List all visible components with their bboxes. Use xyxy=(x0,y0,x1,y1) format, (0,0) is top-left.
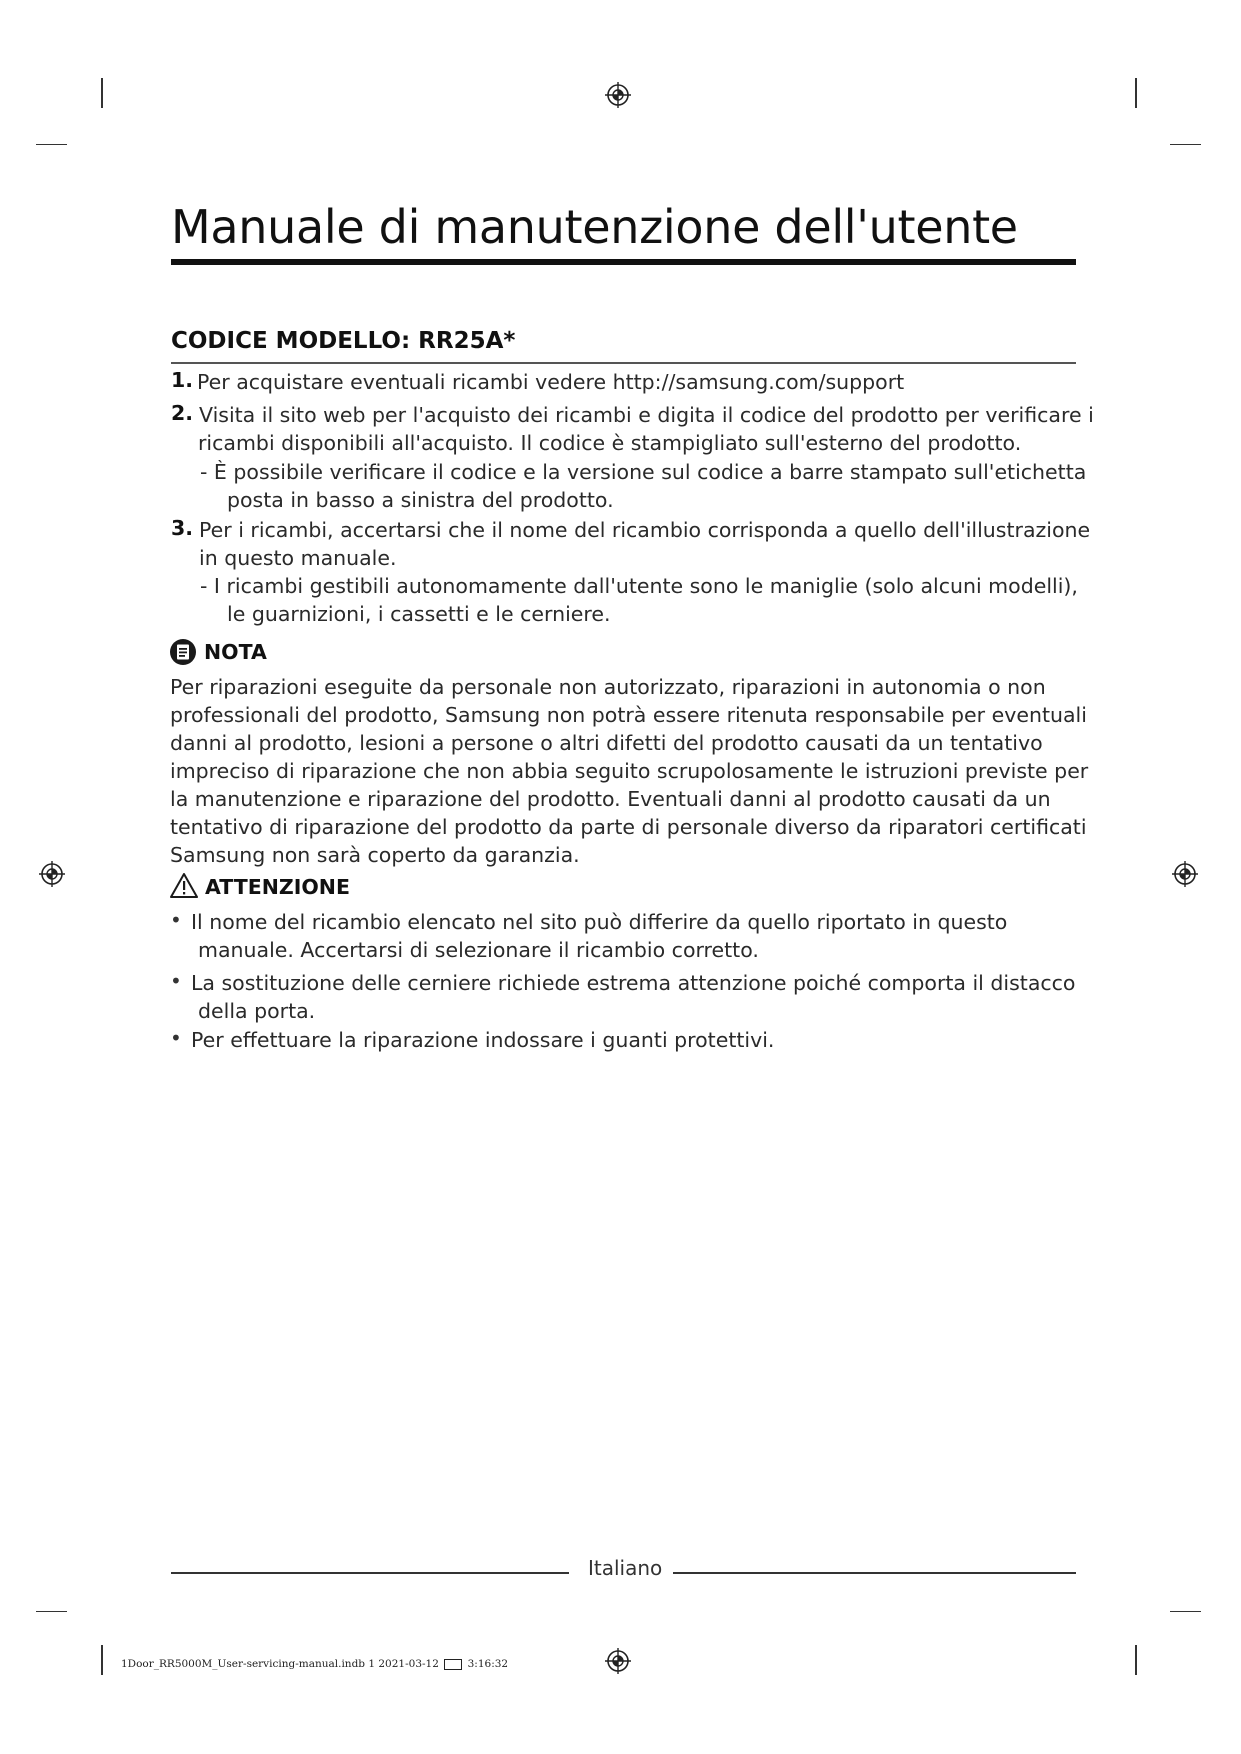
caution-item: La sostituzione delle cerniere richiede estrema attenzione poiché comporta il distacco xyxy=(191,971,1076,995)
print-slug xyxy=(121,1658,508,1670)
note-icon xyxy=(169,638,197,666)
caution-item: della porta. xyxy=(198,999,316,1023)
note-line: tentativo di riparazione del prodotto da parte di personale diverso da riparatori certificati xyxy=(170,815,1087,839)
caution-item: manuale. Accertarsi di selezionare il ricambio corretto. xyxy=(198,938,759,962)
step-number: 2. xyxy=(171,401,194,425)
model-rule xyxy=(171,362,1076,364)
crop-mark-top-right xyxy=(1135,78,1137,108)
note-line: danni al prodotto, lesioni a persone o altri difetti del prodotto causati da un tentativo xyxy=(170,731,1043,755)
step-text: Per acquistare eventuali ricambi vedere http://samsung.com/support xyxy=(197,370,905,394)
model-heading: CODICE MODELLO: RR25A* xyxy=(171,328,516,354)
slug-date: 2021-03-12 xyxy=(378,1658,439,1670)
step-text: Per i ricambi, accertarsi che il nome del ricambio corrisponda a quello dell'illustrazione xyxy=(199,518,1091,542)
step-number: 1. xyxy=(171,368,194,392)
caution-item: Il nome del ricambio elencato nel sito può differire da quello riportato in questo xyxy=(191,910,1008,934)
crop-mark-top-left xyxy=(101,78,103,108)
crop-mark-bottom-right-h xyxy=(1170,1611,1201,1612)
crop-mark-top-left-h xyxy=(36,144,67,145)
crop-mark-top-right-h xyxy=(1170,144,1201,145)
title-rule xyxy=(171,259,1076,265)
bullet-dot: • xyxy=(170,1026,182,1050)
page-title: Manuale di manutenzione dell'utente xyxy=(171,200,1018,254)
note-line: professionali del prodotto, Samsung non potrà essere ritenuta responsabile per eventuali xyxy=(170,703,1087,727)
registration-mark-left xyxy=(38,860,66,888)
bullet-dot: • xyxy=(170,908,182,932)
step-number: 3. xyxy=(171,516,194,540)
slug-file: 1Door_RR5000M_User-servicing-manual.indb 1 xyxy=(121,1658,376,1670)
note-heading: NOTA xyxy=(204,640,267,664)
note-line: impreciso di riparazione che non abbia seguito scrupolosamente le istruzioni previste per xyxy=(170,759,1089,783)
step-text: in questo manuale. xyxy=(199,546,397,570)
registration-mark-right xyxy=(1171,860,1199,888)
note-line: la manutenzione e riparazione del prodotto. Eventuali danni al prodotto causati da un xyxy=(170,787,1051,811)
bullet-dot: • xyxy=(170,969,182,993)
sub-note: le guarnizioni, i cassetti e le cerniere. xyxy=(227,602,611,626)
note-line: Samsung non sarà coperto da garanzia. xyxy=(170,843,580,867)
slug-time: 3:16:32 xyxy=(467,1658,509,1670)
caution-item: Per effettuare la riparazione indossare i guanti protettivi. xyxy=(191,1028,775,1052)
footer-rule-left xyxy=(171,1572,569,1574)
sub-note: - I ricambi gestibili autonomamente dall'utente sono le maniglie (solo alcuni modelli), xyxy=(200,574,1078,598)
step-text: Visita il sito web per l'acquisto dei ricambi e digita il codice del prodotto per verificare i xyxy=(199,403,1094,427)
caution-heading: ATTENZIONE xyxy=(205,875,350,899)
crop-mark-bottom-right xyxy=(1135,1645,1137,1675)
crop-mark-bottom-left xyxy=(101,1645,103,1675)
crop-mark-bottom-left-h xyxy=(36,1611,67,1612)
note-line: Per riparazioni eseguite da personale non autorizzato, riparazioni in autonomia o non xyxy=(170,675,1046,699)
sub-note: - È possibile verificare il codice e la versione sul codice a barre stampato sull'etichetta xyxy=(200,460,1087,484)
step-text: ricambi disponibili all'acquisto. Il codice è stampigliato sull'esterno del prodotto. xyxy=(198,431,1022,455)
sub-note: posta in basso a sinistra del prodotto. xyxy=(227,488,614,512)
registration-mark-top xyxy=(604,81,632,109)
footer-language: Italiano xyxy=(588,1556,663,1580)
slug-glyph-icon xyxy=(444,1659,462,1670)
warning-triangle-icon xyxy=(169,872,199,899)
footer-rule-right xyxy=(673,1572,1076,1574)
registration-mark-bottom xyxy=(604,1647,632,1675)
